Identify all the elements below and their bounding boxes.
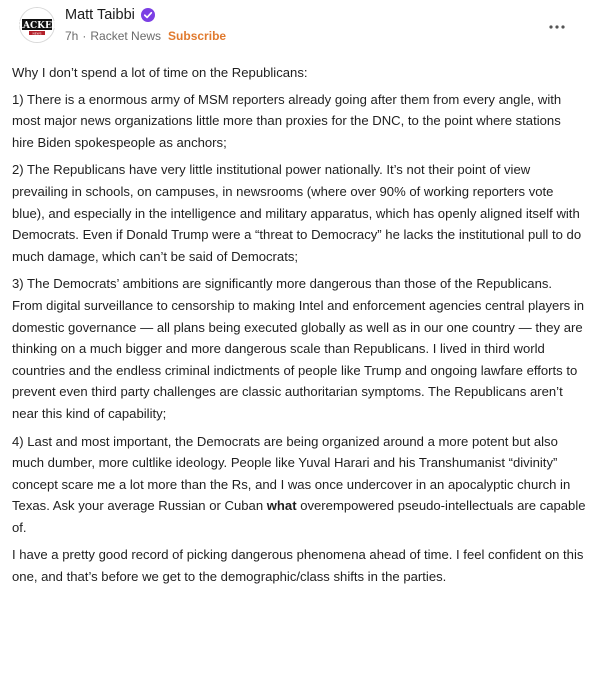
avatar[interactable] bbox=[15, 7, 59, 43]
paragraph-4-text-end: overempowered pseudo-intellectuals are capable of. bbox=[12, 498, 586, 535]
author-line bbox=[65, 7, 155, 23]
paragraph-4-bold-word: what bbox=[266, 498, 297, 514]
post-paragraph-2: 2) The Republicans have very little institutional power nationally. It’s not their point of view prevailing in schools, on campuses, in newsrooms (where over 90% of working reporters vote blue), and especially in the intelligence and military apparatus, which has openly aligned itself with Democrats. Even if Donald Trump were a “threat to Democracy” he lacks the institutional pull to do much damage, which can’t be said of Democrats; bbox=[12, 162, 582, 264]
verified-badge-icon bbox=[141, 8, 155, 22]
post-body bbox=[8, 56, 590, 588]
source-name[interactable]: Racket News bbox=[90, 29, 162, 43]
post-paragraph-4 bbox=[12, 431, 586, 539]
racket-news-logo-icon bbox=[15, 8, 59, 42]
paragraph-4-text-start: 4) Last and most important, the Democrats are being organized around a more potent but also much dumber, more cultlike ideology. People like Yuval Harari and his Transhumanist “divinity” concept scare me a lot more than the Rs, and I was once undercover in an apocalyptic church in Texas. Ask your average Russian or Cuban bbox=[12, 433, 571, 514]
post-intro: Why I don’t spend a lot of time on the Republicans: bbox=[12, 65, 308, 80]
post-time: 7h bbox=[65, 29, 79, 43]
post-paragraph-5: I have a pretty good record of picking dangerous phenomena ahead of time. I feel confident on this one, and that’s before we get to the demographic/class shifts in the parties. bbox=[12, 547, 584, 585]
subscribe-button[interactable]: Subscribe bbox=[168, 29, 227, 43]
avatar-logo-text: RACKET bbox=[15, 21, 59, 31]
avatar-logo-subtext: NEWS bbox=[32, 31, 42, 36]
more-options-icon[interactable] bbox=[548, 17, 566, 23]
post-header bbox=[8, 0, 590, 56]
post-paragraph-3: 3) The Democrats’ ambitions are significantly more dangerous than those of the Republicans. From digital surveillance to censorship to making Intel and enforcement agencies central players in domestic governance — all plans being executed globally as well as in our one country — they are thinking on a much bigger and more dangerous scale than Republicans. I lived in third world countries and the endless criminal indictments of people like Trump and ongoing lawfare efforts to prevent even third party challenges are classic authoritarian symptoms. The Republicans aren’t near this kind of capability; bbox=[12, 276, 585, 421]
post-paragraph-1: 1) There is a enormous army of MSM reporters already going after them from every angle, with most major news organizations little more than proxies for the DNC, to the point where stations hire Biden spokespeople as anchors; bbox=[12, 91, 562, 150]
post-meta bbox=[65, 29, 226, 43]
author-name[interactable]: Matt Taibbi bbox=[65, 7, 135, 23]
meta-separator: · bbox=[82, 29, 87, 43]
